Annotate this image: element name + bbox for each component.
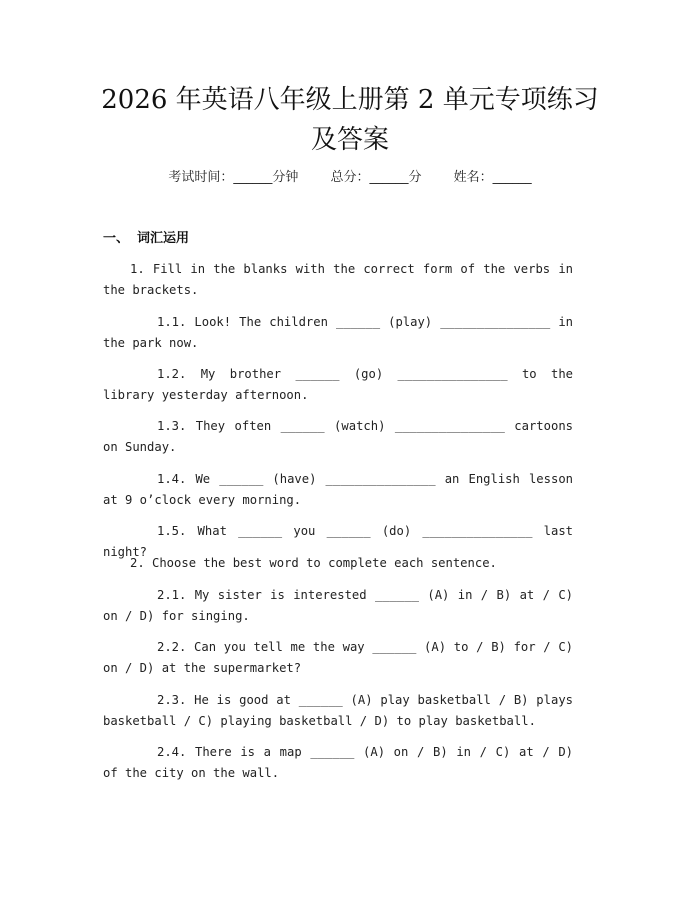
question-1-4: 1.4. We ______ (have) _______________ an English lesson at 9 o’clock every morning. [103, 472, 573, 507]
exam-info-line [0, 168, 700, 188]
question-2-3: 2.3. He is good at ______ (A) play basketball / B) plays basketball / C) playing basketball / D) to play basketball. [103, 693, 573, 728]
section-heading [103, 229, 189, 249]
section-number: 一、 [103, 231, 130, 246]
student-name-label: 姓名： [453, 170, 493, 185]
total-score-unit: 分 [408, 170, 422, 185]
exam-time-unit: 分钟 [272, 170, 299, 185]
question-2-4: 2.4. There is a map ______ (A) on / B) in / C) at / D) of the city on the wall. [103, 745, 573, 780]
total-score-blank: ______ [369, 170, 409, 185]
exam-time-blank: ______ [233, 170, 273, 185]
question-1: 1. Fill in the blanks with the correct form of the verbs in the brackets. [103, 262, 573, 297]
student-name-blank: ______ [492, 170, 532, 185]
question-1-3: 1.3. They often ______ (watch) _______________ cartoons on Sunday. [103, 419, 573, 454]
question-1-1: 1.1. Look! The children ______ (play) _______________ in the park now. [103, 315, 573, 350]
total-score [330, 168, 421, 188]
question-2-1: 2.1. My sister is interested ______ (A) in / B) at / C) on / D) for singing. [103, 588, 573, 623]
total-score-label: 总分： [330, 170, 370, 185]
exam-time-label: 考试时间： [168, 170, 234, 185]
student-name [454, 168, 532, 188]
question-1-2: 1.2. My brother ______ (go) _______________ to the library yesterday afternoon. [103, 367, 573, 402]
question-1-5: 1.5. What ______ you ______ (do) _______________ last night? [103, 524, 573, 559]
question-2-2: 2.2. Can you tell me the way ______ (A) to / B) for / C) on / D) at the supermarket? [103, 640, 573, 675]
section-title: 词汇运用 [137, 231, 190, 246]
exam-time [168, 168, 298, 188]
question-2: 2. Choose the best word to complete each sentence. [130, 556, 497, 570]
document-title: 2026 年英语八年级上册第 2 单元专项练习及答案 [101, 85, 599, 155]
